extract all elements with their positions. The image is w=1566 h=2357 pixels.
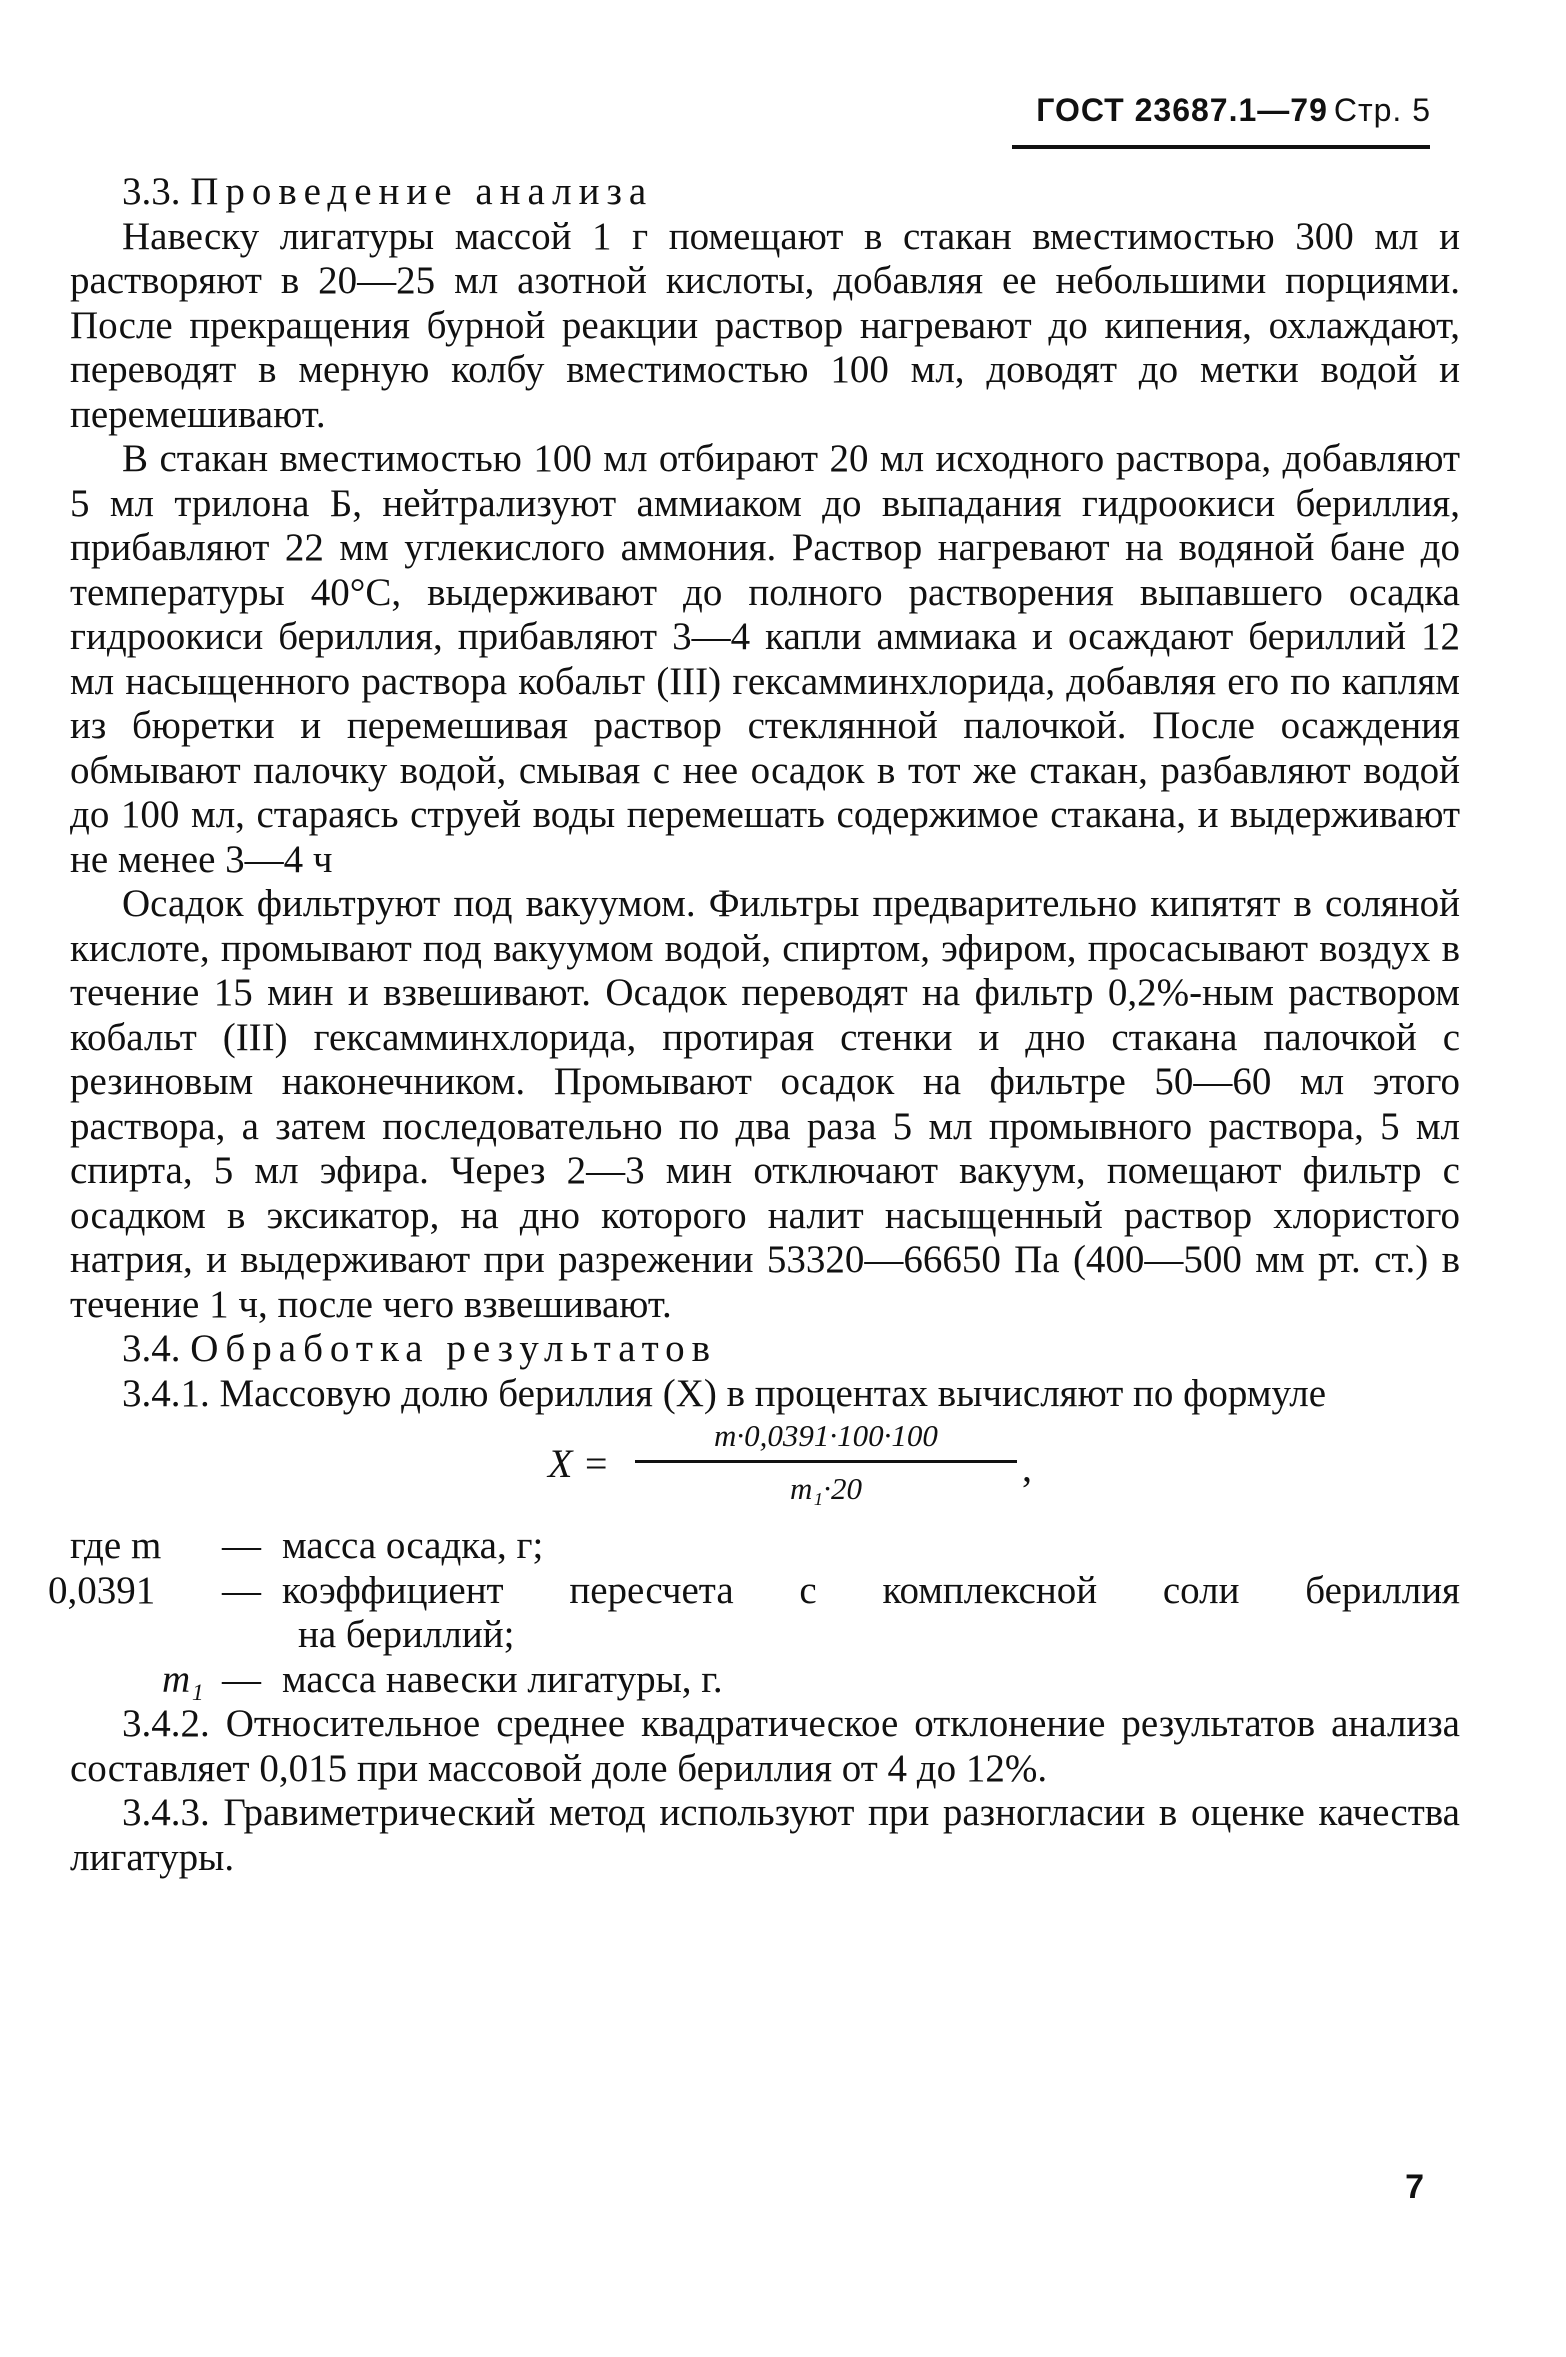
section-3-4-number: 3.4.	[122, 1327, 181, 1370]
document-body	[48, 170, 1460, 1880]
page-label: Стр. 5	[1333, 92, 1431, 128]
formula-denominator: m₁·20	[790, 1471, 862, 1506]
legend-symbol-m1: m₁	[162, 1657, 204, 1701]
formula-trailing-comma: ,	[1022, 1445, 1032, 1490]
paragraph-precipitation: В стакан вместимостью 100 мл отбирают 20 мл исходного раствора, добавляют 5 мл трилона Б, нейтрализуют аммиаком до выпадания гидроокиси бериллия, прибавляют 22 мм углекислого аммония. Раствор нагревают на водяной бане до температуры 40°С, выдерживают до полного растворения выпавшего осадка гидроокиси бериллия, прибавляют 3—4 капли аммиака и осаждают бериллий 12 мл насыщенного раствора кобальт (III) гексамминхлорида, добавляя его по каплям из бюретки и перемешивая раствор стеклянной палочкой. После осаждения обмывают палочку водой, смывая с нее осадок в тот же стакан, разбавляют водой до 100 мл, стараясь струей воды перемешать содержимое стакана, и выдерживают не менее 3—4 ч	[70, 437, 1460, 881]
paragraph-filtration: Осадок фильтруют под вакуумом. Фильтры предварительно кипятят в соляной кислоте, промывают под вакуумом водой, спиртом, эфиром, просасывают воздух в течение 15 мин и взвешивают. Осадок переводят на фильтр 0,2%-ным раствором кобальт (III) гексамминхлорида, протирая стенки и дно стакана палочкой с резиновым наконечником. Промывают осадок на фильтре 50—60 мл этого раствора, а затем последовательно по два раза 5 мл промывного раствора, 5 мл спирта, 5 мл эфира. Через 2—3 мин отключают вакуум, помещают фильтр с осадком в эксикатор, на дно которого налит насыщенный раствор хлористого натрия, и выдерживают при разрежении 53320—66650 Па (400—500 мм рт. ст.) в течение 1 ч, после чего взвешивают.	[70, 882, 1460, 1326]
section-3-4-heading	[70, 1327, 1460, 1372]
paragraph-3-4-2: 3.4.2. Относительное среднее квадратическое отклонение результатов анализа составляет 0,015 при массовой доле бериллия от 4 до 12%.	[70, 1702, 1460, 1790]
legend-row-m	[70, 1524, 1460, 1569]
legend-row-coefficient-cont	[70, 1613, 1460, 1658]
legend-text-coefficient: коэффициент пересчета с комплексной соли бериллия	[282, 1568, 1460, 1612]
page-header	[1036, 92, 1431, 129]
standard-number: ГОСТ 23687.1—79	[1036, 92, 1328, 128]
legend-row-coefficient	[48, 1568, 1460, 1614]
formula-numerator: m·0,0391·100·100	[714, 1418, 938, 1453]
legend-row-m1	[70, 1658, 1460, 1703]
section-3-3-number: 3.3.	[122, 170, 181, 213]
fraction-bar	[635, 1460, 1017, 1463]
legend-symbol-m: где m	[70, 1524, 162, 1567]
legend-dash-m: —	[222, 1524, 261, 1567]
paragraph-3-4-1: 3.4.1. Массовую долю бериллия (X) в процентах вычисляют по формуле	[122, 1371, 1327, 1415]
legend-dash-coefficient: —	[222, 1568, 261, 1612]
formula-lhs: X =	[548, 1441, 610, 1486]
formula-fraction	[635, 1416, 1017, 1509]
paragraph-3-4-3: 3.4.3. Гравиметрический метод используют при разногласии в оценке качества лигатуры.	[70, 1791, 1460, 1879]
paragraph-sample-dissolution: Навеску лигатуры массой 1 г помещают в стакан вместимостью 300 мл и растворяют в 20—25 мл азотной кислоты, добавляя ее небольшими порциями. После прекращения бурной реакции раствор нагревают до кипения, охлаждают, переводят в мерную колбу вместимостью 100 мл, доводят до метки водой и перемешивают.	[70, 214, 1460, 436]
section-3-3-title: Проведение анализа	[190, 170, 654, 213]
beryllium-formula	[70, 1416, 1460, 1524]
legend-dash-m1: —	[222, 1657, 261, 1701]
header-rule	[1012, 145, 1430, 149]
page-number: 7	[1405, 2168, 1424, 2206]
section-3-3-heading	[70, 170, 1460, 215]
legend-symbol-coefficient: 0,0391	[48, 1568, 156, 1612]
section-3-4-title: Обработка результатов	[190, 1327, 718, 1370]
legend-text-coefficient-cont: на бериллий;	[298, 1613, 515, 1656]
legend-text-m1: масса навески лигатуры, г.	[282, 1657, 723, 1701]
legend-text-m: масса осадка, г;	[282, 1524, 544, 1567]
